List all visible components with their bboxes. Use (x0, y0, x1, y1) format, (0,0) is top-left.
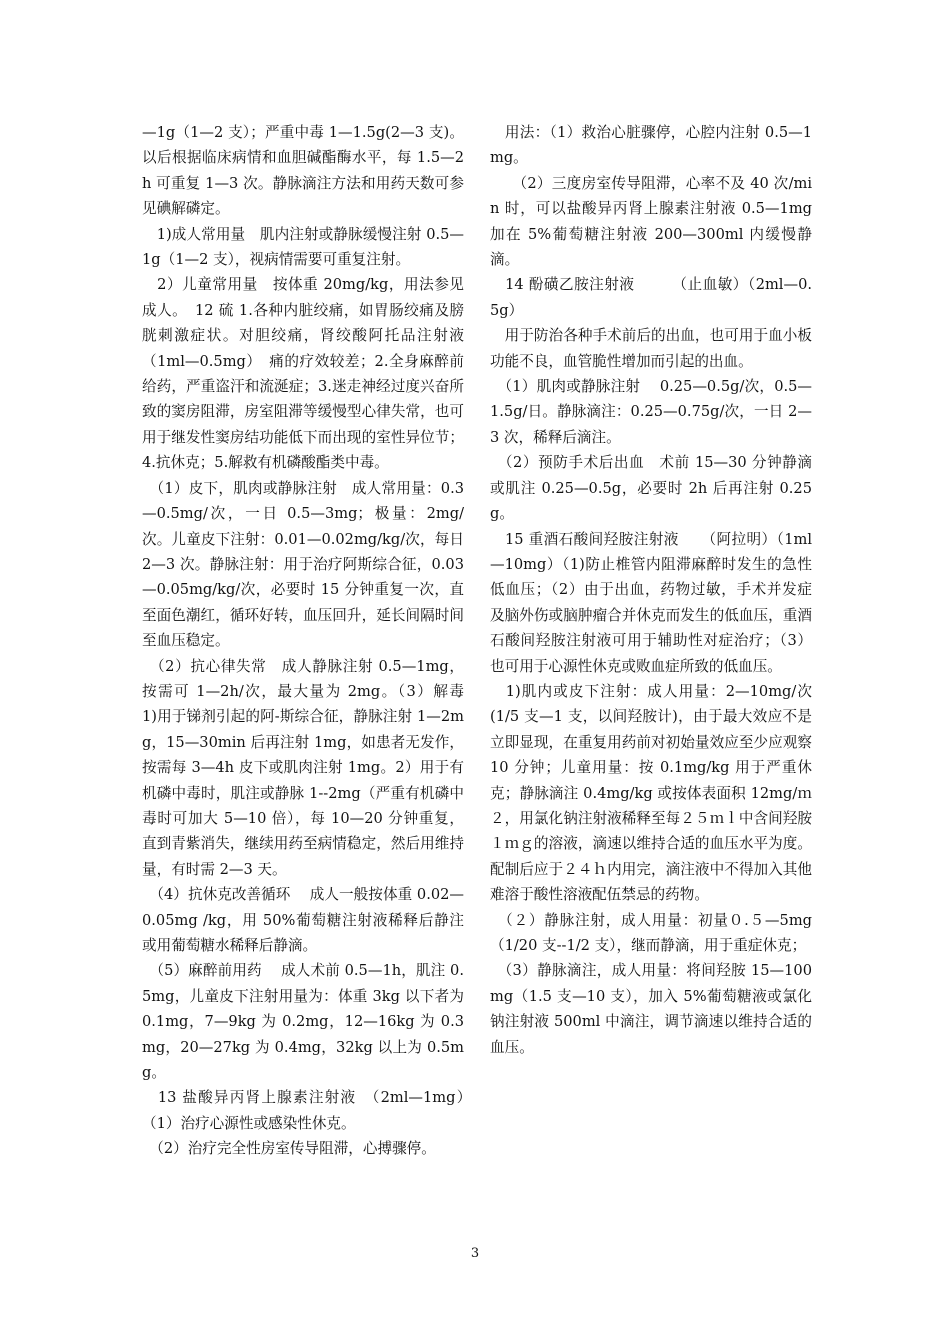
paragraph: （2）治疗完全性房室传导阻滞，心搏骤停。 (142, 1140, 436, 1158)
paragraph: —1g（1—2 支）；严重中毒 1—1.5g(2—3 支)。以后根据临床病情和血胆碱酯酶水平，每 1.5—2h 可重复 1—3 次。静脉滴注方法和用药天数可参见碘解磷定。 (142, 124, 464, 218)
paragraph: （5）麻醉前用药 成人术前 0.5—1h，肌注 0.5mg，儿童皮下注射用量为：体重 3kg 以下者为 0.1mg，7—9kg 为 0.2mg，12—16kg 为 0.3mg，20—27kg 为 0.4mg，32kg 以上为 0.5mg。 (142, 962, 464, 1082)
paragraph: （3）静脉滴注，成人用量：将间羟胺 15—100mg（1.5 支—10 支），加入 5%葡萄糖液或氯化钠注射液 500ml 中滴注，调节滴速以维持合适的血压。 (490, 962, 812, 1056)
paragraph: （2）抗心律失常 成人静脉注射 0.5—1mg，按需可 1—2h/次，最大量为 2mg。（3）解毒 1)用于锑剂引起的阿-斯综合征，静脉注射 1—2mg，15—30min 后再注射 1mg，如患者无发作，按需每 3—4h 皮下或肌肉注射 1mg。2）用于有机磷中毒时，肌注或静脉 1--2mg（严重有机磷中毒时可加大 5—10 倍），每 10—20 分钟重复，直到青紫消失，继续用药至病情稳定，然后用维持量，有时需 2—3 天。 (142, 657, 484, 878)
paragraph: （2）三度房室传导阻滞，心率不及 40 次/min 时，可以盐酸异丙肾上腺素注射液 0.5—1mg 加在 5%葡萄糖注射液 200—300ml 内缓慢静滴。 (490, 174, 812, 269)
page-number: 3 (470, 1246, 480, 1261)
paragraph: 用于防治各种手术前后的出血，也可用于血小板功能不良，血管脆性增加而引起的出血。 (490, 327, 812, 370)
right-column (490, 120, 812, 1060)
paragraph: 用法：（1）救治心脏骤停，心腔内注射 0.5—1mg。 (490, 124, 812, 167)
paragraph: 2）儿童常用量 按体重 20mg/kg，用法参见成人。 12 硫 1.各种内脏绞痛，如胃肠绞痛及膀胱刺激症状。对胆绞痛，肾绞酸阿托品注射液 （1ml—0.5mg） 痛的疗效较差；2.全身麻醉前给药，严重盗汗和流涎症；3.迷走神经过度兴奋所致的窦房阻滞，房室阻滞等缓慢型心律失常，也可用于继发性窦房结功能低下而出现的室性异位节；4.抗休克；5.解救有机磷酸酯类中毒。 (142, 276, 479, 472)
paragraph: 1)成人常用量 肌内注射或静脉缓慢注射 0.5—1g（1—2 支），视病情需要可重复注射。 (142, 225, 464, 269)
paragraph: 14 酚磺乙胺注射液 （止血敏）（2ml—0.5g） (490, 276, 812, 319)
paragraph: （1）肌肉或静脉注射 0.25—0.5g/次，0.5—1.5g/日。静脉滴注：0.25—0.75g/次，一日 2—3 次，稀释后滴注。 (490, 378, 812, 446)
paragraph: 1)肌内或皮下注射：成人用量：2—10mg/次(1/5 支—1 支，以间羟胺计)，由于最大效应不是立即显现，在重复用药前对初始量效应至少应观察 10 分钟；儿童用量：按 0.1mg/kg 用于严重休克；静脉滴注 0.4mg/kg 或按体表面积 12mg/ｍ２，用氯化钠注射液稀释至每２５ｍｌ中含间羟胺１ｍｇ的溶液，滴速以维持合适的血压水平为度。配制后应于２４ｈ内用完，滴注液中不得加入其他难溶于酸性溶液配伍禁忌的药物。 (490, 682, 812, 904)
paragraph: （2）预防手术后出血 术前 15—30 分钟静滴或肌注 0.25—0.5g，必要时 2h 后再注射 0.25g。 (490, 454, 812, 523)
paragraph: （4）抗休克改善循环 成人一般按体重 0.02—0.05mg /kg，用 50%葡萄糖注射液稀释后静注或用葡萄糖水稀释后静滴。 (142, 886, 464, 954)
paragraph: 13 盐酸异丙肾上腺素注射液 （2ml—1mg） （1）治疗心源性或感染性休克。 (142, 1089, 479, 1132)
paragraph: 15 重酒石酸间羟胺注射液 （阿拉明）（1ml—10mg）（1)防止椎管内阻滞麻醉时发生的急性低血压；（2）由于出血，药物过敏，手术并发症及脑外伤或脑肿瘤合并休克而发生的低血压，重酒石酸间羟胺注射液可用于辅助性对症治疗；（3）也可用于心源性休克或败血症所致的低血压。 (490, 530, 812, 675)
paragraph: （1）皮下，肌肉或静脉注射 成人常用量：0.3—0.5mg/次，一日 0.5—3mg；极量：2mg/次。儿童皮下注射：0.01—0.02mg/kg/次，每日 2—3 次。静脉注射：用于治疗阿斯综合征，0.03—0.05mg/kg/次，必要时 15 分钟重复一次，直至面色潮红，循环好转，血压回升，延长间隔时间至血压稳定。 (142, 479, 464, 650)
paragraph: （２）静脉注射，成人用量：初量０.５—5mg（1/20 支--1/2 支），继而静滴，用于重症休克； (490, 911, 812, 954)
left-column (142, 120, 484, 1162)
